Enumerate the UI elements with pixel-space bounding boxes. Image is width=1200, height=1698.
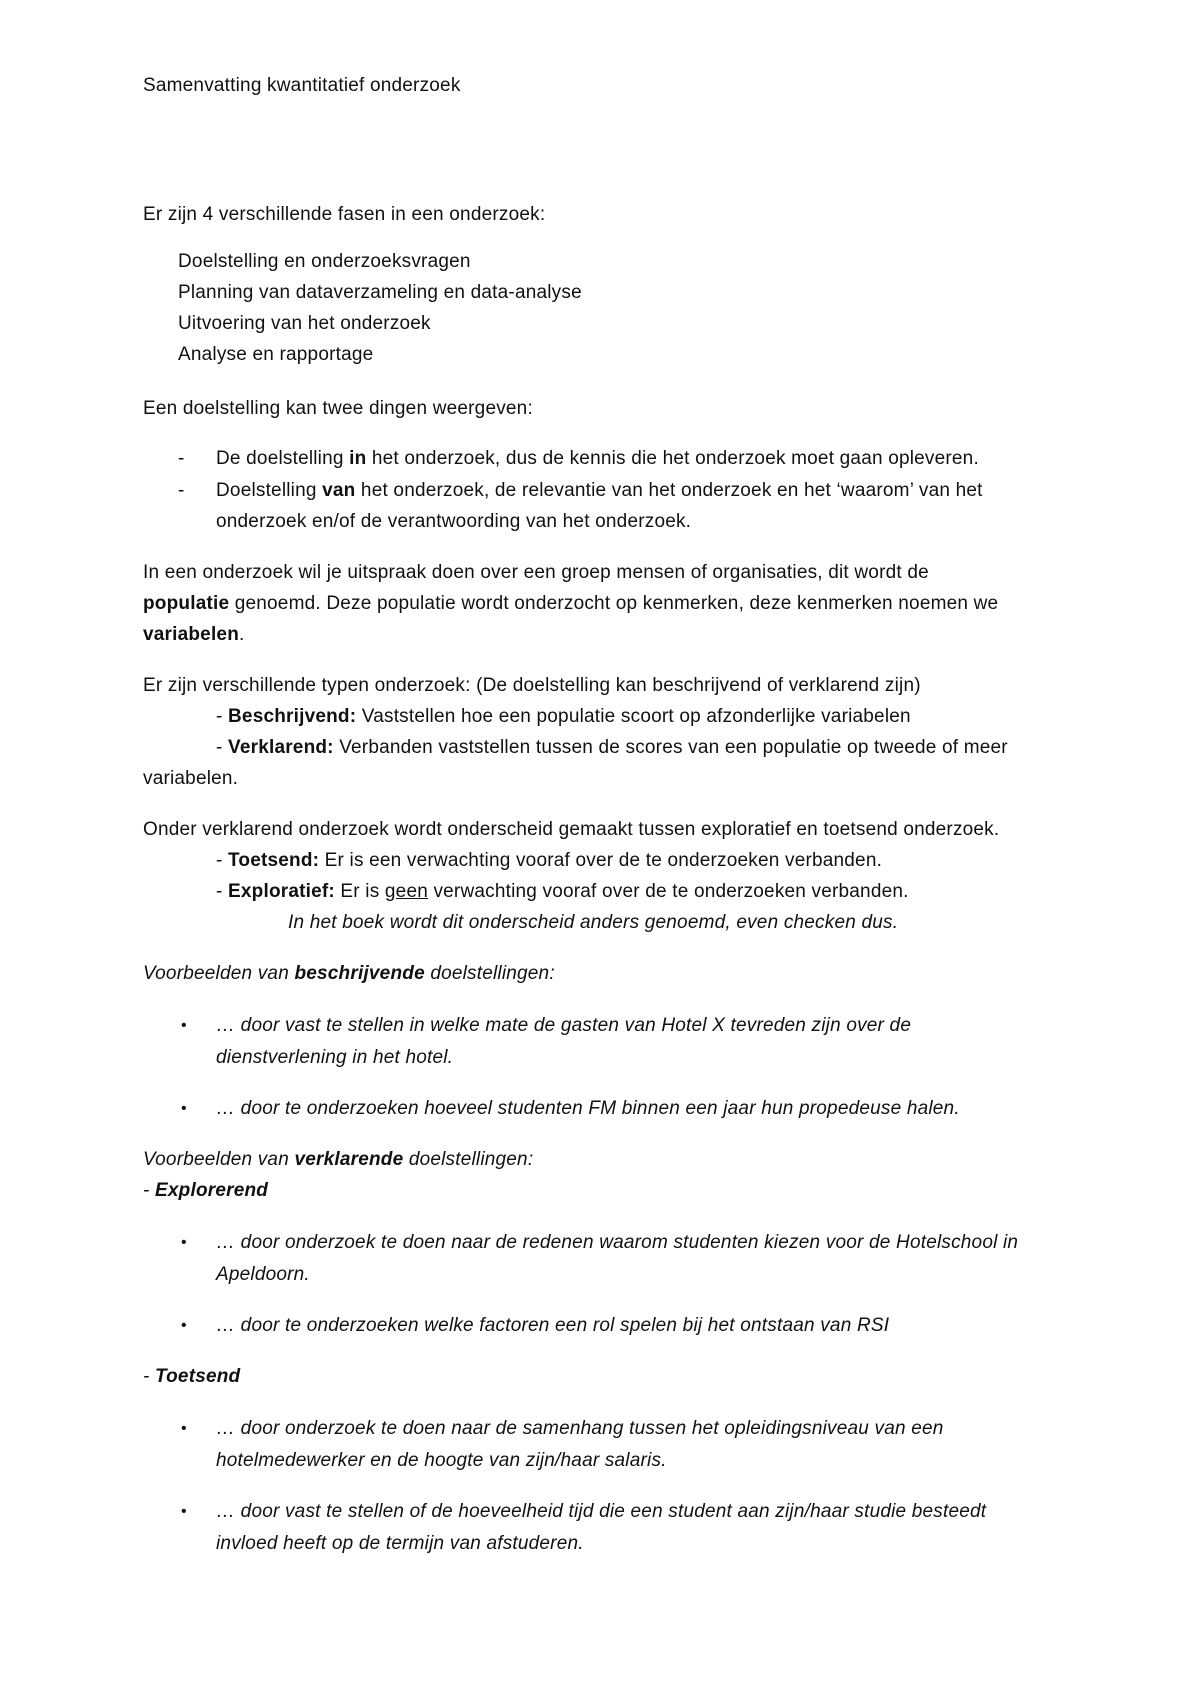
verklarend-exploratief: - Exploratief: Er is geen verwachting vooraf over de te onderzoeken verbanden. [216,881,909,902]
verklarend-intro: Onder verklarend onderzoek wordt onderscheid gemaakt tussen exploratief en toetsend onderzoek. [143,819,1000,840]
populatie-line-1: In een onderzoek wil je uitspraak doen over een groep mensen of organisaties, dit wordt de [143,562,929,583]
verklarend-note: In het boek wordt dit onderscheid anders genoemd, even checken dus. [288,912,899,933]
verklarend-vb-heading: Voorbeelden van verklarende doelstellingen: [143,1149,534,1170]
typen-intro: Er zijn verschillende typen onderzoek: (De doelstelling kan beschrijvend of verklarend zijn) [143,675,921,696]
dash-marker: - [178,480,185,501]
explorerend-vb-1: … door onderzoek te doen naar de redenen waarom studenten kiezen voor de Hotelschool in [216,1232,1019,1253]
page-header: Samenvatting kwantitatief onderzoek [143,75,461,96]
typen-beschrijvend: - Beschrijvend: Vaststellen hoe een populatie scoort op afzonderlijke variabelen [216,706,911,727]
toetsend-vb-2: … door vast te stellen of de hoeveelheid tijd die een student aan zijn/haar studie besteedt [216,1501,987,1522]
verklarend-toetsend: - Toetsend: Er is een verwachting vooraf over de te onderzoeken verbanden. [216,850,883,871]
beschrijvend-vb-1: … door vast te stellen in welke mate de gasten van Hotel X tevreden zijn over de [216,1015,912,1036]
dash-marker: - [178,448,185,469]
toetsend-heading: - Toetsend [143,1366,241,1387]
beschrijvend-vb-heading: Voorbeelden van beschrijvende doelstellingen: [143,963,555,984]
explorerend-vb-2: … door te onderzoeken welke factoren een rol spelen bij het ontstaan van RSI [216,1315,890,1336]
bullet-icon: • [181,1234,187,1251]
bullet-icon: • [181,1420,187,1437]
bullet-icon: • [181,1503,187,1520]
populatie-line-2: populatie genoemd. Deze populatie wordt onderzocht op kenmerken, deze kenmerken noemen we [143,593,999,614]
bullet-icon: • [181,1100,187,1117]
doel-intro: Een doelstelling kan twee dingen weergeven: [143,398,533,419]
explorerend-vb-1-cont: Apeldoorn. [216,1264,310,1285]
toetsend-vb-2-cont: invloed heeft op de termijn van afstuderen. [216,1533,584,1554]
phase-item: Doelstelling en onderzoeksvragen [178,251,471,272]
phase-item: Planning van dataverzameling en data-analyse [178,282,582,303]
toetsend-vb-1: … door onderzoek te doen naar de samenhang tussen het opleidingsniveau van een [216,1418,944,1439]
typen-verklarend-cont: variabelen. [143,768,239,789]
beschrijvend-vb-1-cont: dienstverlening in het hotel. [216,1047,454,1068]
phases-intro: Er zijn 4 verschillende fasen in een onderzoek: [143,204,546,225]
doel-item-2-cont: onderzoek en/of de verantwoording van het onderzoek. [216,511,692,532]
populatie-line-3: variabelen. [143,624,245,645]
bullet-icon: • [181,1017,187,1034]
phase-item: Analyse en rapportage [178,344,374,365]
bullet-icon: • [181,1317,187,1334]
typen-verklarend: - Verklarend: Verbanden vaststellen tussen de scores van een populatie op tweede of meer [216,737,1008,758]
explorerend-heading: - Explorerend [143,1180,269,1201]
doel-item-2: Doelstelling van het onderzoek, de relevantie van het onderzoek en het ‘waarom’ van het [216,480,983,501]
beschrijvend-vb-2: … door te onderzoeken hoeveel studenten FM binnen een jaar hun propedeuse halen. [216,1098,960,1119]
doel-item-1: De doelstelling in het onderzoek, dus de kennis die het onderzoek moet gaan opleveren. [216,448,979,469]
phase-item: Uitvoering van het onderzoek [178,313,431,334]
toetsend-vb-1-cont: hotelmedewerker en de hoogte van zijn/haar salaris. [216,1450,667,1471]
